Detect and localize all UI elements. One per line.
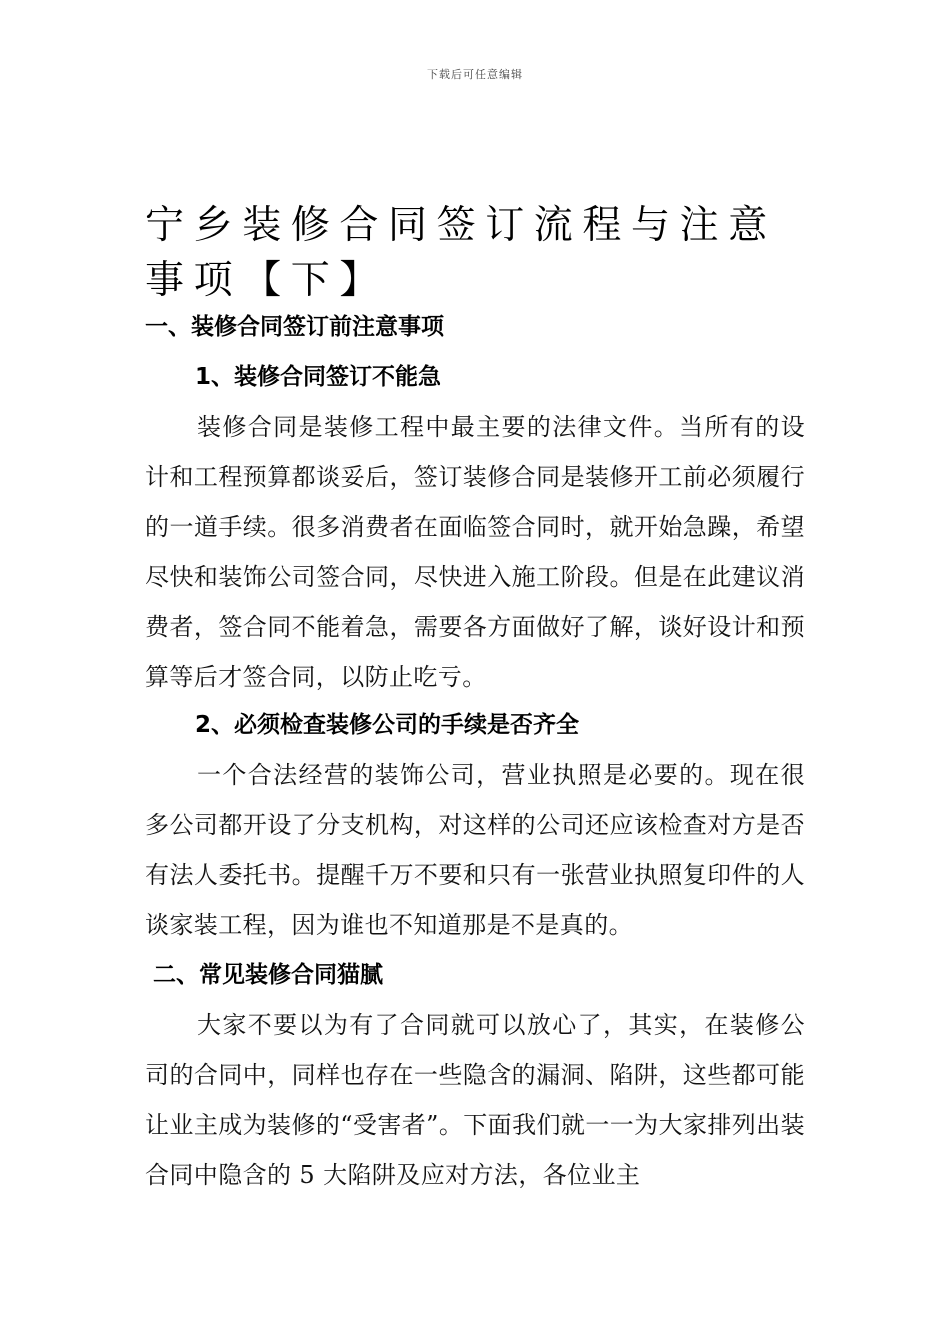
- paragraph-text: 装修合同是装修工程中最主要的法律文件。当所有的设计和工程预算都谈妥后，签订装修合同是装修开工前必须履行的一道手续。很多消费者在面临签合同时，就开始急躁，希望尽快和装饰公司签合同，尽快进入施工阶段。但是在此建议消费者，签合同不能着急，需要各方面做好了解，谈好设计和预算等后才签合同，以防止吃亏。: [145, 413, 805, 691]
- section-heading: 一、装修合同签订前注意事项: [145, 314, 444, 340]
- paragraph-text: 大家不要以为有了合同就可以放心了，其实，在装修公司的合同中，同样也存在一些隐含的漏洞、陷阱，这些都可能让业主成为装修的“受害者”。下面我们就一一为大家排列出装合同中隐含的 5 大陷阱及应对方法，各位业主: [145, 1011, 805, 1189]
- body-paragraph: [145, 1000, 805, 1200]
- page-header-note: 下载后可任意编辑: [427, 68, 523, 81]
- body-paragraph: [145, 402, 805, 702]
- subsection-heading: 2、必须检查装修公司的手续是否齐全: [195, 712, 580, 738]
- paragraph-text: 一个合法经营的装饰公司，营业执照是必要的。现在很多公司都开设了分支机构，对这样的公司还应该检查对方是否有法人委托书。提醒千万不要和只有一张营业执照复印件的人谈家装工程，因为谁也不知道那是不是真的。: [145, 761, 805, 939]
- subsection-heading: 1、装修合同签订不能急: [195, 364, 442, 390]
- section-heading: 二、常见装修合同猫腻: [145, 962, 384, 988]
- body-paragraph: [145, 750, 805, 950]
- document-title: 宁乡装修合同签订流程与注意事项【下】: [145, 203, 777, 303]
